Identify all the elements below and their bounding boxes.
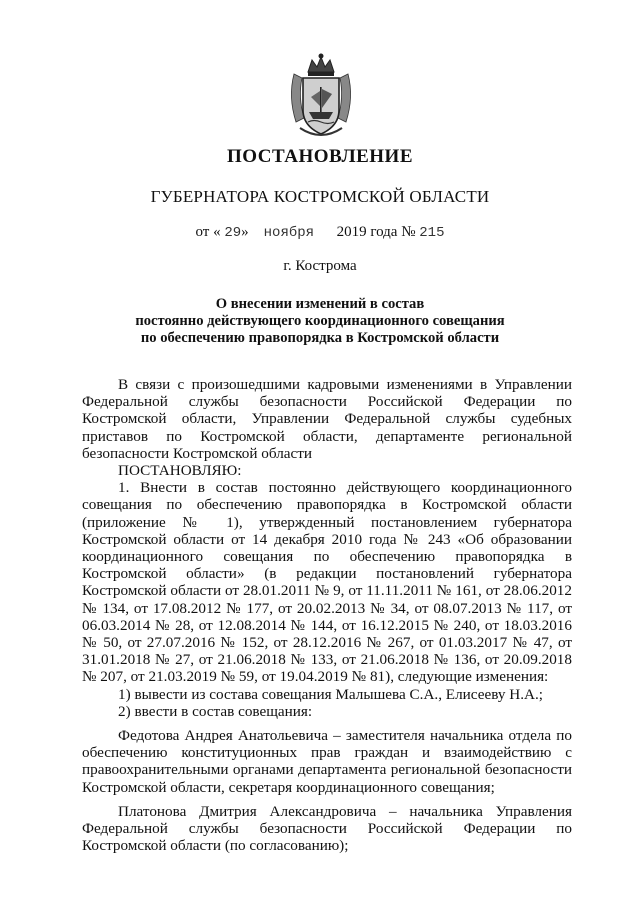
heading-line-3: по обеспечению правопорядка в Костромской области — [140, 330, 500, 346]
date-day: 29 — [224, 225, 242, 241]
date-year: 2019 года № — [336, 224, 416, 240]
heading-line-1: О внесении изменений в состав — [215, 296, 425, 312]
coat-of-arms-emblem — [286, 52, 356, 142]
city-name: г. Кострома — [283, 258, 357, 274]
heading-line-2: постоянно действующего координационного совещания — [135, 313, 505, 329]
paragraph-decree: ПОСТАНОВЛЯЮ: — [118, 462, 242, 480]
paragraph-subitem-1: 1) вывести из состава совещания Малышева С.А., Елисееву Н.А.; — [118, 685, 543, 703]
paragraph-item-1: 1. Внести в состав постоянно действующего координационного совещания по обеспечению правопорядка в Костромской области (приложение № 1), утвержденный постановлением губернатора Костромской области от 14 декабря 2010 года № 243 «Об образовании координационного совещания по обеспечению правопорядка в Костромской области» (в редакции постановлений губернатора Костромской области от 28.01.2011 № 9, от 11.11.2011 № 161, от 28.06.2012 № 134, от 17.08.2012 № 177, от 20.02.2013 № 34, от 08.07.2013 № 117, от 06.03.2014 № 28, от 12.08.2014 № 144, от 16.12.2015 № 240, от 18.03.2016 № 50, от 27.07.2016 № 152, от 28.12.2016 № 267, от 01.03.2017 № 47, от 31.01.2018 № 27, от 21.06.2018 № 133, от 21.06.2018 № 136, от 20.09.2018 № 207, от 21.03.2019 № 59, от 19.04.2019 № 81), следующие изменения: — [82, 479, 572, 686]
paragraph-subitem-2: 2) ввести в состав совещания: — [118, 702, 313, 720]
paragraph-member-platonov: Платонова Дмитрия Александровича – начальника Управления Федеральной службы безопасности Российской Федерации по Костромской области (по согласованию); — [82, 802, 572, 855]
paragraph-preamble: В связи с произошедшими кадровыми изменениями в Управлении Федеральной службы безопасности Российской Федерации по Костромской области, Управлении Федеральной службы судебных приставов по Костромской области, департаменте региональной безопасности Костромской области — [82, 376, 572, 462]
issuer-name: ГУБЕРНАТОРА КОСТРОМСКОЙ ОБЛАСТИ — [150, 187, 490, 206]
date-prefix: от « — [195, 224, 221, 240]
document-title: ПОСТАНОВЛЕНИЕ — [226, 146, 414, 167]
date-mid: » — [241, 224, 249, 240]
date-month: ноября — [263, 225, 315, 241]
document-number: 215 — [419, 225, 445, 241]
document-body — [82, 376, 572, 854]
paragraph-member-fedotov: Федотова Андрея Анатольевича – заместителя начальника отдела по обеспечению конституционных прав граждан и взаимодействию с правоохранительными органами департамента региональной безопасности Костромской области, секретаря координационного совещания; — [82, 727, 572, 796]
document-heading — [0, 296, 640, 347]
date-line — [0, 224, 640, 241]
